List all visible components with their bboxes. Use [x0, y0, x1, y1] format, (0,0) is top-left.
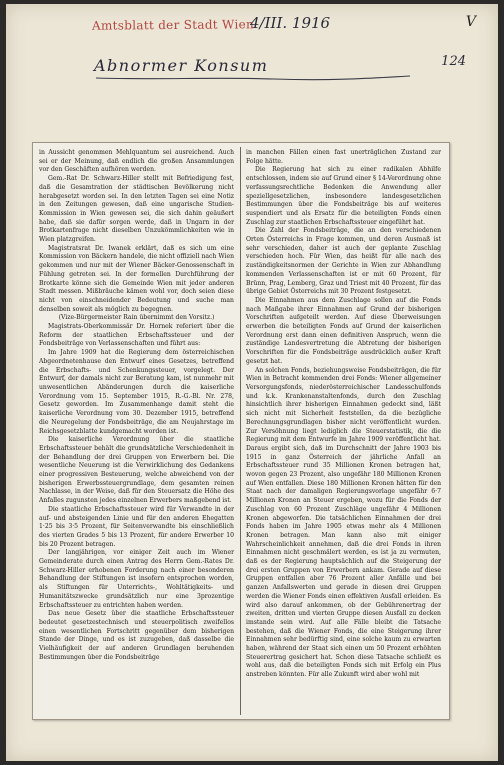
paragraph: Das neue Gesetz über die staatliche Erbschaftssteuer bedeutet gesetzestechnisch und steuerpolitisch zweifellos einen wesentlichen Fortschritt gegenüber dem bisherigen Stande der Dinge, und es ist zuzugeben, daß dasselbe die Vielhäufigkeit der auf anderen Grundlagen beruhenden Bestimmungen über die Fondsbeiträge	[39, 610, 234, 661]
archive-header	[28, 10, 480, 46]
paragraph: Die staatliche Erbschaftssteuer wird für Verwandte in der auf- und absteigenden Linie und für den anderen Ehegatten 1·25 bis 3·5 Prozent, für Seitenverwandte bis einschließlich des vierten Grades 5 bis 13 Prozent, für andere Erwerber 10 bis 20 Prozent betragen.	[39, 505, 234, 548]
section-numeral: V	[465, 14, 476, 30]
source-stamp: Amtsblatt der Stadt Wien	[91, 17, 255, 33]
document-page	[6, 4, 498, 761]
column-divider	[240, 147, 241, 715]
newspaper-clipping	[32, 142, 450, 720]
paragraph: in Aussicht genommen Mehlquantum sei ausreichend. Auch sei er der Meinung, daß endlich die großen Ansammlungen vor den Geschäften aufhören werden.	[39, 149, 234, 174]
paragraph: Die Zahl der Fondsbeiträge, die an den verschiedenen Orten Österreichs in Frage kommen, und deren Ausmaß ist sehr verschieden, daher ist auch der geplante Zuschlag verschieden hoch. Für Wien, das heißt für alle nach des zuständigkeitsnormen der Gerichte in Wien zur Abhandlung kommenden Verlassenschaften ist er mit 60 Prozent, für Brünn, Prag, Lemberg, Graz und Triest mit 40 Prozent, für das übrige Gebiet Österreichs mit 30 Prozent festgesetzt.	[246, 227, 441, 296]
handwritten-annotation	[94, 50, 414, 84]
handwritten-date: 4/III. 1916	[250, 14, 331, 32]
left-column	[39, 149, 234, 662]
annotation-text: Abnormer Konsum	[94, 56, 269, 75]
paragraph: An solchen Fonds, beziehungsweise Fondsbeiträgen, die für Wien in Betracht kommenden drei Fonds: Wiener allgemeiner Versorgungsfonds, niederösterreichischer Landesschulfonds und k.k. Krankenanstaltenfonds, durch den Zuschlag hinsichtlich ihrer bisherigen Einnahmen gedeckt sind, läßt sich nicht mit Sicherheit feststellen, da die bezügliche Berechnungsgrundlagen bisher nicht veröffentlicht wurden. Zur Versöhnung liegt lediglich die Steuerstatistik, die die Regierung mit dem Entwurfe im Jahre 1909 veröffentlicht hat. Daraus ergibt sich, daß im Durchschnitt der Jahre 1903 bis 1915 in ganz Österreich der jährliche Anfall an Erbschaftssteuer rund 35 Millionen Kronen betragen hat, wovon gegen 23 Prozent, also ungefähr 180 Millionen Kronen auf Wien entfallen. Diese 180 Millionen Kronen hätten für den Staat nach der damaligen Regierungsvorlage ungefähr 6·7 Millionen Kronen an Steuer ergeben, wozu für die Fonds der Zuschlag von 60 Prozent Zuschläge ungefähr 4 Millionen Kronen abgeworfen. Die tatsächlichen Einnahmen der drei Fonds haben im Jahre 1905 etwas mehr als 4 Millionen Kronen betragen. Man kann also mit einiger Wahrscheinlichkeit annehmen, daß die drei Fonds in ihren Einnahmen nicht geschmälert werden, es ist ja zu vermuten, daß es der Regierung hauptsächlich auf die Steigerung der drei ersten Gruppen von Erwerbern ankam. Gerade auf diese Gruppen entfallen aber 76 Prozent aller Anfälle und bei ganzen Anfallswerten und gerade in diesen drei Gruppen werden die Wiener Fonds einen effektiven Ausfall erleiden. Es wird also darauf ankommen, ob der Gebührenertrag der zweiten, dritten und vierten Gruppe diesen Ausfall zu decken imstande sein wird. Auf alle Fälle bleibt die Tatsache bestehen, daß die Wiener Fonds, die eine Steigerung ihrer Einnahmen sehr bedürftig sind, eine solche kaum zu erwarten haben, während der Staat sich einen um 50 Prozent erhöhten Steuerertrag gesichert hat. Schon diese Tatsache schließt es wohl aus, daß die beteiligten Fonds sich mit Erfolg ein Plus anstreben könnten. Für alle Zukunft wird aber wohl mit	[246, 366, 441, 679]
paragraph: in manchen Fällen einen fast unerträglichen Zustand zur Folge hätte.	[246, 149, 441, 165]
paragraph: Gem.-Rat Dr. Schwarz-Hiller stellt mit Befriedigung fest, daß die Gesamtration der städtischen Bevölkerung nicht herabgesetzt worden sei. In den letzten Tagen sei eine Notiz in den Zeitungen gewesen, daß eine ungarische Studien-Kommission in Wien gewesen sei, die sich dahin geäußert habe, daß sie dafür sorgen werde, daß in Ungarn in der Brotkartenfrage nicht dieselben Unzukömmlichkeiten wie in Wien platzgreifen.	[39, 175, 234, 244]
paragraph: Magistrats-Oberkommissär Dr. Hornek referiert über die Reform der staatlichen Erbschaftssteuer und der Fondsbeiträge von Verlassenschaften und führt aus:	[39, 323, 234, 348]
paragraph: (Vize-Bürgermeister Rain übernimmt den Vorsitz.)	[58, 314, 215, 322]
paragraph: Der langjährigen, vor einiger Zeit auch im Wiener Gemeinderate durch einen Antrag des Herrn Gem.-Rates Dr. Schwarz-Hiller erhobenen Forderung nach einer besonderen Behandlung der Stiftungen ist insofern entsprochen worden, als Stiftungen für Unterrichts-, Wohltätigkeits- und Humanitätszwecke grundsätzlich nur eine 3prozentige Erbschaftssteuer zu entrichten haben werden.	[39, 549, 234, 609]
paragraph: Magistratsrat Dr. Iwanek erklärt, daß es sich um eine Kommission von Bäckern handele, die nicht offiziell nach Wien gekommen und nur mit der Wiener Bäcker-Genossenschaft in Fühlung getreten sei. In der formellen Durchführung der Brotkarte könne sich die Gemeinde Wien mit jeder anderen Stadt messen. Mißbräuche kämen wohl vor, doch seien diese nicht von einschneidender Bedeutung und suche man denselben soweit als möglich zu begegnen.	[39, 244, 234, 313]
paragraph: Die Regierung hat sich zu einer radikalen Abhilfe entschlossen, indem sie auf Grund einer § 14-Verordnung ohne verfassungsrechtliche Bedenken die Anwendung aller speziellgesetzlichen, insbesondere landesgesetzlichen Bestimmungen über die Fondsbeiträge bis auf weiteres suspendiert und als Ersatz für die beteiligten Fonds einen Zuschlag zur staatlichen Erbschaftssteuer eingeführt hat.	[246, 166, 441, 226]
paragraph: Die Einnahmen aus dem Zuschlage sollen auf die Fonds nach Maßgabe ihrer Einnahmen auf Grund der bisherigen Vorschriften aufgeteilt werden. Auf diese Überweisungen erwerben die beteiligten Fonds auf Grund der kaiserlichen Verordnung erst dann einen definitiven Anspruch, wenn die zuständige Landesvertretung die Abtretung der bisherigen Vorschriften für die Fondsbeiträge ausdrücklich außer Kraft gesetzt hat.	[246, 296, 441, 365]
annotation-underline	[94, 50, 414, 84]
folio-number: 124	[441, 54, 466, 69]
paragraph: Im Jahre 1909 hat die Regierung dem österreichischen Abgeordnetenhause den Entwurf eines Gesetzes, betreffend die Erbschafts- und Schenkungssteuer, vorgelegt. Der Entwurf, der damals nicht zur Beratung kam, ist nunmehr mit unwesentlichen Abänderungen durch die kaiserliche Verordnung vom 15. September 1915, R.-G.-Bl. Nr. 278, Gesetz geworden. Im Zusammenhange damit steht die kaiserliche Verordnung vom 30. Dezember 1915, betreffend die Neuregelung der Fondsbeiträge, die am Neujahrstage im Reichsgesetzblatte kundgemacht worden ist.	[39, 349, 234, 435]
paragraph: Die kaiserliche Verordnung über die staatliche Erbschaftssteuer behält die grundsätzliche Verschiedenheit in der Behandlung der drei Gruppen von Erwerbern bei. Die wesentliche Neuerung ist die Verwirklichung des Gedankens einer progressiven Besteuerung, welche abweichend von der bisherigen Erwerbssteuergrundlage, dem gesamten reinen Nachlasse, in der Weise, daß für den Steuersatz die Höhe des Anfalles zugunsten jedes einzelnen Erwerbers maßgebend ist.	[39, 436, 234, 505]
right-column	[246, 149, 441, 680]
